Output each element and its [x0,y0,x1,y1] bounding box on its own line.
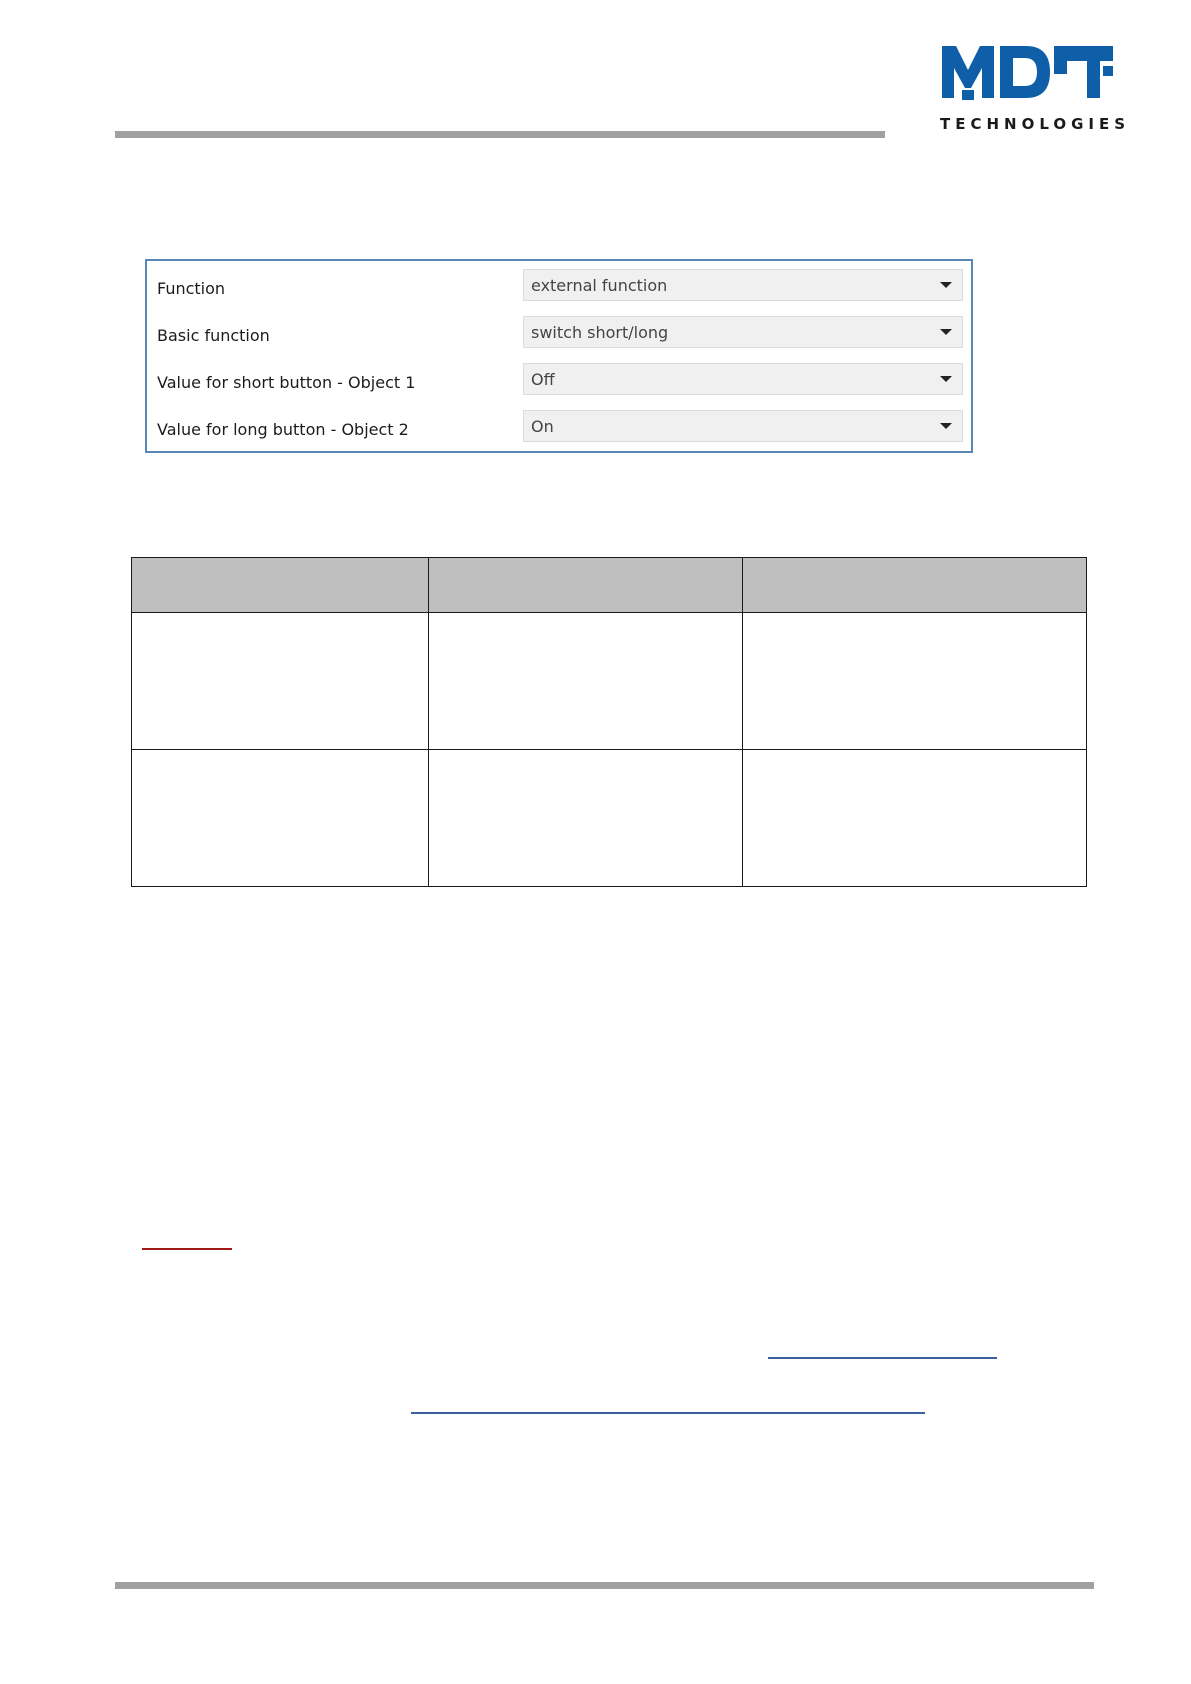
table-cell [132,750,429,887]
dropdown-arrow-icon [940,423,952,429]
param-row-short-button [147,363,971,403]
table-header-cell [132,558,429,613]
param-row-function [147,269,971,309]
table-header-cell [743,558,1087,613]
function-value: external function [531,276,668,295]
param-row-long-button [147,410,971,450]
long-button-value-select[interactable] [523,410,963,442]
table-header-row [132,558,1087,613]
basic-function-value: switch short/long [531,323,669,342]
param-label-short-button: Value for short button - Object 1 [157,373,416,392]
footer-divider [115,1582,1094,1589]
basic-function-select[interactable] [523,316,963,348]
dropdown-arrow-icon [940,376,952,382]
param-label-basic-function: Basic function [157,326,270,345]
note-underline [142,1248,232,1250]
mdt-logo [940,44,1131,134]
table-row [132,750,1087,887]
table-row [132,613,1087,750]
dropdown-arrow-icon [940,329,952,335]
short-button-value: Off [531,370,555,389]
dropdown-arrow-icon [940,282,952,288]
link-underline[interactable] [768,1357,997,1359]
table-cell [743,613,1087,750]
table-cell [132,613,429,750]
param-label-function: Function [157,279,226,298]
function-table [131,557,1087,887]
parameter-panel [145,259,973,453]
table-cell [429,750,743,887]
header-divider [115,131,885,138]
mdt-logo-mark [940,44,1115,102]
long-button-value: On [531,417,554,436]
short-button-value-select[interactable] [523,363,963,395]
logo-subtitle: TECHNOLOGIES [940,115,1131,133]
param-label-long-button: Value for long button - Object 2 [157,420,409,439]
link-underline[interactable] [411,1412,925,1414]
function-select[interactable] [523,269,963,301]
table-cell [429,613,743,750]
table-cell [743,750,1087,887]
table-header-cell [429,558,743,613]
param-row-basic-function [147,316,971,356]
